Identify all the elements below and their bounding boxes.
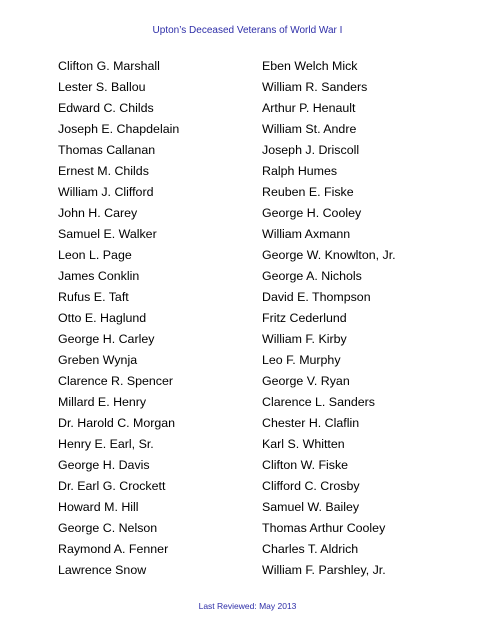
list-item: Henry E. Earl, Sr.: [58, 437, 154, 451]
list-item: Thomas Callanan: [58, 143, 156, 157]
list-item: Dr. Harold C. Morgan: [58, 416, 176, 430]
list-item: George H. Carley: [58, 332, 155, 346]
list-item: Arthur P. Henault: [262, 101, 356, 115]
list-item: George C. Nelson: [58, 521, 158, 535]
list-item: James Conklin: [58, 269, 140, 283]
list-item: Joseph E. Chapdelain: [58, 122, 180, 136]
list-item: Charles T. Aldrich: [262, 542, 359, 556]
list-item: Clarence L. Sanders: [262, 395, 375, 409]
list-item: Greben Wynja: [58, 353, 138, 367]
list-item: William R. Sanders: [262, 80, 368, 94]
list-item: Ernest M. Childs: [58, 164, 149, 178]
list-item: Joseph J. Driscoll: [262, 143, 360, 157]
list-item: Ralph Humes: [262, 164, 338, 178]
list-item: Edward C. Childs: [58, 101, 154, 115]
veteran-list-left-column: [58, 56, 179, 581]
list-item: William Axmann: [262, 227, 351, 241]
list-item: Samuel E. Walker: [58, 227, 157, 241]
list-item: David E. Thompson: [262, 290, 371, 304]
list-item: Leo F. Murphy: [262, 353, 341, 367]
list-item: Chester H. Claflin: [262, 416, 360, 430]
list-item: George W. Knowlton, Jr.: [262, 248, 396, 262]
list-item: Clarence R. Spencer: [58, 374, 174, 388]
list-item: William St. Andre: [262, 122, 357, 136]
list-item: William J. Clifford: [58, 185, 154, 199]
list-item: George H. Davis: [58, 458, 150, 472]
list-item: Karl S. Whitten: [262, 437, 345, 451]
list-item: William F. Kirby: [262, 332, 347, 346]
list-item: Clifton W. Fiske: [262, 458, 349, 472]
list-item: Lawrence Snow: [58, 563, 147, 577]
page-title: Upton’s Deceased Veterans of World War I: [152, 25, 343, 36]
list-item: Howard M. Hill: [58, 500, 139, 514]
list-item: Dr. Earl G. Crockett: [58, 479, 166, 493]
list-item: George V. Ryan: [262, 374, 350, 388]
veteran-list-right-column: [262, 56, 396, 581]
list-item: Lester S. Ballou: [58, 80, 146, 94]
list-item: John H. Carey: [58, 206, 138, 220]
list-item: Leon L. Page: [58, 248, 132, 262]
list-item: Raymond A. Fenner: [58, 542, 169, 556]
list-item: George A. Nichols: [262, 269, 362, 283]
list-item: Reuben E. Fiske: [262, 185, 354, 199]
list-item: Thomas Arthur Cooley: [262, 521, 386, 535]
list-item: George H. Cooley: [262, 206, 362, 220]
last-reviewed-footer: Last Reviewed: May 2013: [198, 601, 297, 611]
list-item: Eben Welch Mick: [262, 59, 358, 73]
list-item: William F. Parshley, Jr.: [262, 563, 386, 577]
list-item: Rufus E. Taft: [58, 290, 129, 304]
list-item: Otto E. Haglund: [58, 311, 147, 325]
list-item: Samuel W. Bailey: [262, 500, 360, 514]
list-item: Clifford C. Crosby: [262, 479, 360, 493]
list-item: Millard E. Henry: [58, 395, 147, 409]
list-item: Clifton G. Marshall: [58, 59, 160, 73]
list-item: Fritz Cederlund: [262, 311, 347, 325]
